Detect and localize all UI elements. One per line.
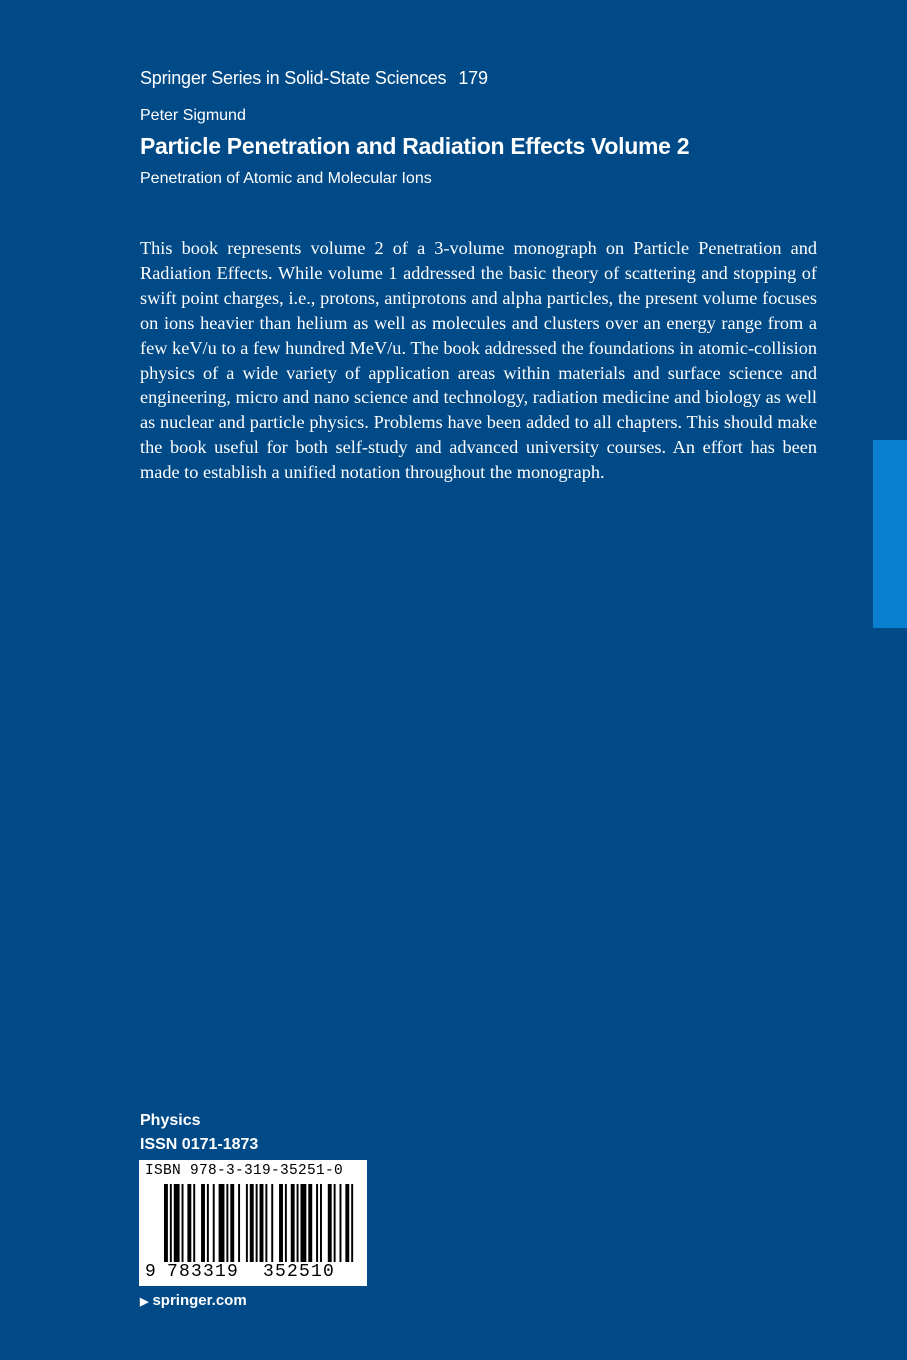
issn-label: ISSN 0171-1873 bbox=[140, 1136, 259, 1153]
author-name: Peter Sigmund bbox=[140, 107, 246, 124]
barcode-bar bbox=[246, 1184, 248, 1262]
barcode-bar bbox=[328, 1184, 332, 1262]
barcode-bar bbox=[301, 1184, 307, 1262]
barcode-bar bbox=[164, 1184, 168, 1262]
barcode-bar bbox=[334, 1184, 336, 1262]
barcode-bar bbox=[256, 1184, 258, 1262]
barcode-panel bbox=[139, 1160, 367, 1286]
barcode-bar bbox=[260, 1184, 264, 1262]
barcode-bar bbox=[201, 1184, 205, 1262]
website-link[interactable] bbox=[140, 1292, 247, 1309]
barcode-bar bbox=[316, 1184, 318, 1262]
barcode-bar bbox=[320, 1184, 322, 1262]
series-number: 179 bbox=[458, 68, 488, 88]
barcode-bar bbox=[297, 1184, 299, 1262]
barcode-bar bbox=[308, 1184, 312, 1262]
barcode-bar bbox=[271, 1184, 273, 1262]
barcode-bar bbox=[291, 1184, 295, 1262]
barcode-bar bbox=[182, 1184, 184, 1262]
barcode-bar bbox=[351, 1184, 353, 1262]
barcode-bar bbox=[265, 1184, 267, 1262]
barcode-bar bbox=[340, 1184, 342, 1262]
series-line bbox=[140, 68, 488, 89]
barcode-bar bbox=[345, 1184, 349, 1262]
barcode-bar bbox=[285, 1184, 287, 1262]
barcode-bar bbox=[213, 1184, 215, 1262]
subject-label: Physics bbox=[140, 1112, 201, 1129]
barcode-bar bbox=[193, 1184, 195, 1262]
barcode-bar bbox=[174, 1184, 180, 1262]
book-subtitle: Penetration of Atomic and Molecular Ions bbox=[140, 170, 432, 187]
barcode-bar bbox=[187, 1184, 191, 1262]
barcode-left-digits: 783319 bbox=[167, 1262, 240, 1282]
barcode-bar bbox=[226, 1184, 228, 1262]
book-title: Particle Penetration and Radiation Effects Volume 2 bbox=[140, 133, 690, 159]
isbn-label: ISBN 978-3-319-35251-0 bbox=[145, 1163, 344, 1179]
barcode-bar bbox=[219, 1184, 225, 1262]
barcode-bar bbox=[170, 1184, 172, 1262]
barcode-first-digit: 9 bbox=[145, 1262, 156, 1282]
barcode-right-digits: 352510 bbox=[263, 1262, 336, 1282]
book-description: This book represents volume 2 of a 3-volume monograph on Particle Penetration and Radiation Effects. While volume 1 addressed the basic theory of scattering and stopping of swift point charges, i.e., protons, antiprotons and alpha particles, the present volume focuses on ions heavier than helium as well as molecules and clusters over an energy range from a few keV/u to a few hundred MeV/u. The book addressed the foundations in atomic-collision physics of a wide variety of application areas within materials and surface science and engineering, micro and nano science and technology, radiation medicine and biology as well as nuclear and particle physics. Problems have been added to all chapters. This should make the book useful for both self-study and advanced university courses. An effort has been made to establish a unified notation throughout the monograph. bbox=[140, 238, 817, 483]
barcode-bar bbox=[207, 1184, 209, 1262]
barcode-bar bbox=[238, 1184, 240, 1262]
barcode-bar bbox=[250, 1184, 254, 1262]
barcode-bar bbox=[230, 1184, 234, 1262]
barcode-bar bbox=[279, 1184, 283, 1262]
arrow-right-icon: ▶ bbox=[140, 1296, 149, 1308]
series-name: Springer Series in Solid-State Sciences bbox=[140, 68, 447, 88]
side-color-tab bbox=[873, 440, 907, 628]
website-label: springer.com bbox=[152, 1292, 247, 1309]
